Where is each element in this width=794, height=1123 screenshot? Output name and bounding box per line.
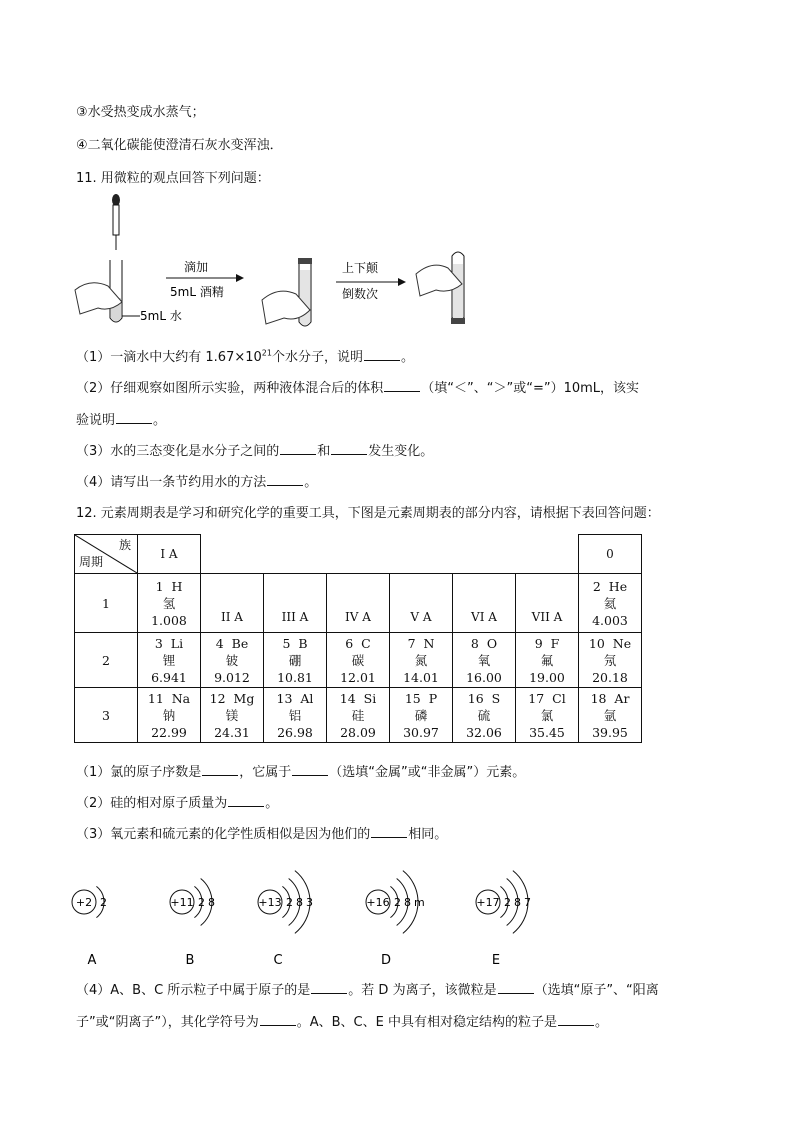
electron-count: 8 (404, 896, 411, 909)
question-11-part-2-cont: 验说明 。 (76, 413, 167, 428)
element-cell-c: 6 C 碳 12.01 (327, 633, 390, 688)
question-11-part-4: （4）请写出一条节约用水的方法 。 (76, 475, 318, 490)
answer-blank[interactable] (228, 795, 264, 807)
element-cell-f: 9 F 氟 19.00 (516, 633, 579, 688)
atom-structure-diagrams (60, 850, 580, 970)
group-header-7a: VII A (516, 574, 579, 633)
question-12-part-4: （4）A、B、C 所示粒子中属于原子的是 。若 D 为离子，该微粒是 （选填“原子”、“阳离 (76, 983, 659, 998)
arrow-2-icon (336, 278, 406, 286)
group-header-6a: VI A (453, 574, 516, 633)
element-cell-cl: 17 Cl 氯 35.45 (516, 688, 579, 743)
group-header-1a: I A (138, 535, 201, 574)
element-cell-na: 11 Na 钠 22.99 (138, 688, 201, 743)
atom-label: A (87, 953, 97, 968)
nucleus-charge: +17 (476, 896, 500, 909)
arrow-1-bottom-label: 5mL 酒精 (170, 285, 224, 299)
answer-blank[interactable] (280, 443, 316, 455)
nucleus-charge: +11 (170, 896, 194, 909)
answer-blank[interactable] (260, 1014, 296, 1026)
element-cell-s: 16 S 硫 32.06 (453, 688, 516, 743)
dropper-icon (112, 194, 120, 250)
electron-count: 2 (286, 896, 293, 909)
answer-blank[interactable] (331, 443, 367, 455)
answer-blank[interactable] (384, 380, 420, 392)
element-cell-li: 3 Li 锂 6.941 (138, 633, 201, 688)
group-header-2a: II A (201, 574, 264, 633)
element-cell-he: 2 He 氦 4.003 (579, 574, 642, 633)
statement-4: ④二氧化碳能使澄清石灰水变浑浊． (76, 138, 283, 153)
period-label-3: 3 (75, 688, 138, 743)
statement-3: ③水受热变成水蒸气； (76, 105, 205, 120)
nucleus-charge: +16 (366, 896, 390, 909)
electron-count: m (414, 896, 425, 909)
group-header-0: 0 (579, 535, 642, 574)
element-cell-p: 15 P 磷 30.97 (390, 688, 453, 743)
electron-count: 8 (208, 896, 215, 909)
electron-count: 2 (198, 896, 205, 909)
element-cell-mg: 12 Mg 镁 24.31 (201, 688, 264, 743)
question-11-part-3: （3）水的三态变化是水分子之间的 和 发生变化。 (76, 444, 434, 459)
question-11-part-1: （1）一滴水中大约有 $1.67\times 10^{21}$个水分子，说明 。 (76, 348, 415, 365)
electron-count: 7 (524, 896, 531, 909)
test-tube-1-icon (75, 260, 140, 322)
question-11-title: 11. 用微粒的观点回答下列问题： (76, 171, 270, 186)
answer-blank[interactable] (558, 1014, 594, 1026)
element-cell-b: 5 B 硼 10.81 (264, 633, 327, 688)
element-cell-be: 4 Be 铍 9.012 (201, 633, 264, 688)
period-label-1: 1 (75, 574, 138, 633)
question-12-part-2: （2）硅的相对原子质量为 。 (76, 796, 279, 811)
arrow-1-top-label: 滴加 (184, 260, 209, 274)
atom-diagram-c (258, 871, 313, 968)
test-tube-2-icon (262, 258, 312, 326)
atom-label: E (491, 953, 501, 968)
arrow-1-icon (166, 274, 244, 282)
element-cell-n: 7 N 氮 14.01 (390, 633, 453, 688)
electron-count: 2 (394, 896, 401, 909)
electron-count: 2 (504, 896, 511, 909)
electron-count: 8 (514, 896, 521, 909)
electron-count: 8 (296, 896, 303, 909)
atom-diagram-e (476, 871, 531, 968)
element-cell-h: 1 H 氢 1.008 (138, 574, 201, 633)
question-12-title: 12. 元素周期表是学习和研究化学的重要工具，下图是元素周期表的部分内容，请根据下表回答问题： (76, 506, 660, 521)
nucleus-charge: +2 (75, 896, 93, 909)
group-header-3a: III A (264, 574, 327, 633)
electron-count: 3 (306, 896, 313, 909)
element-cell-o: 8 O 氧 16.00 (453, 633, 516, 688)
question-12-part-4-cont: 子”或“阴离子”），其化学符号为 。A、B、C、E 中具有相对稳定结构的粒子是 。 (76, 1015, 608, 1030)
answer-blank[interactable] (371, 826, 407, 838)
table-corner-header: 族 周期 (75, 535, 138, 574)
group-header-5a: V A (390, 574, 453, 633)
arrow-2-top-label: 上下颠 (342, 261, 379, 275)
nucleus-charge: +13 (258, 896, 282, 909)
answer-blank[interactable] (116, 412, 152, 424)
answer-blank[interactable] (311, 982, 347, 994)
period-label-2: 2 (75, 633, 138, 688)
element-cell-ar: 18 Ar 氩 39.95 (579, 688, 642, 743)
element-cell-si: 14 Si 硅 28.09 (327, 688, 390, 743)
atom-diagram-b (170, 879, 215, 968)
atom-diagram-a (72, 886, 107, 968)
answer-blank[interactable] (267, 474, 303, 486)
water-label: 5mL 水 (140, 309, 182, 323)
atom-diagram-d (366, 871, 425, 968)
question-11-part-2: （2）仔细观察如图所示实验，两种液体混合后的体积 （填“＜”、“＞”或“=”）10mL，该实 (76, 381, 640, 396)
test-tube-3-icon (416, 252, 465, 324)
atom-label: B (185, 953, 195, 968)
element-cell-al: 13 Al 铝 26.98 (264, 688, 327, 743)
answer-blank[interactable] (364, 349, 400, 361)
arrow-2-bottom-label: 倒数次 (342, 287, 379, 301)
experiment-figure (70, 190, 490, 340)
atom-label: C (273, 953, 283, 968)
answer-blank[interactable] (292, 764, 328, 776)
answer-blank[interactable] (202, 764, 238, 776)
group-header-4a: IV A (327, 574, 390, 633)
atom-label: D (380, 953, 392, 968)
element-cell-ne: 10 Ne 氖 20.18 (579, 633, 642, 688)
periodic-table (74, 534, 642, 743)
question-12-part-1: （1）氯的原子序数是 ，它属于 （选填“金属”或“非金属”）元素。 (76, 765, 526, 780)
answer-blank[interactable] (498, 982, 534, 994)
electron-count: 2 (100, 896, 107, 909)
question-12-part-3: （3）氧元素和硫元素的化学性质相似是因为他们的 相同。 (76, 827, 448, 842)
